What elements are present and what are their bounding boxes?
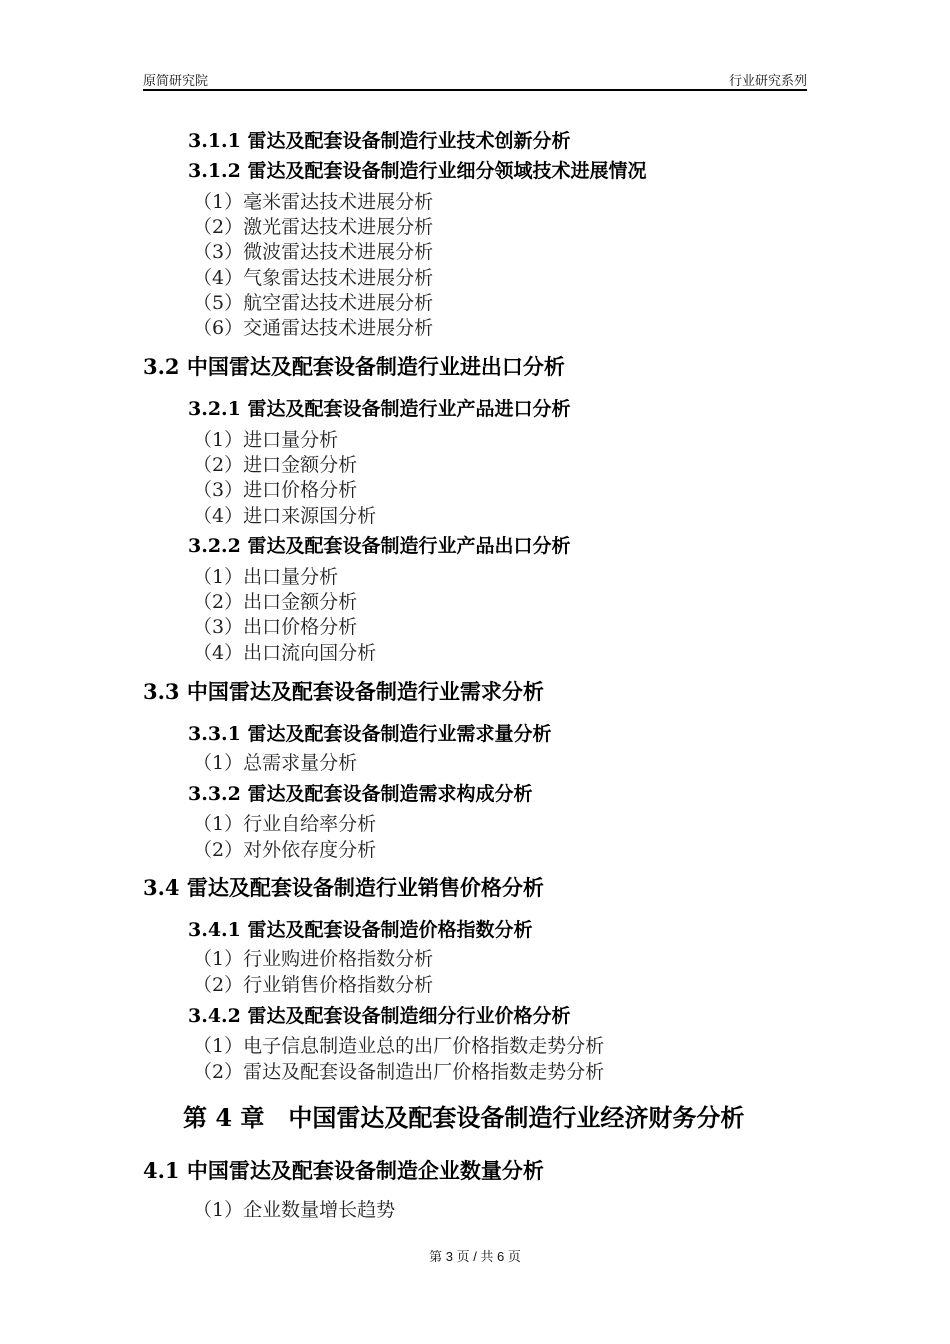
toc-item: （2）行业销售价格指数分析 [193, 974, 434, 996]
chapter-heading: 第 4 章 中国雷达及配套设备制造行业经济财务分析 [183, 1103, 745, 1132]
header-divider [143, 89, 807, 91]
toc-item: （3）出口价格分析 [193, 616, 358, 638]
subsection-heading: 3.4.2 雷达及配套设备制造细分行业价格分析 [188, 1005, 571, 1027]
subsection-heading: 3.1.1 雷达及配套设备制造行业技术创新分析 [188, 130, 571, 152]
header-publisher: 原简研究院 [143, 73, 209, 88]
section-heading: 3.4 雷达及配套设备制造行业销售价格分析 [143, 875, 544, 900]
toc-item: （3）进口价格分析 [193, 479, 358, 501]
toc-item: （1）毫米雷达技术进展分析 [193, 191, 434, 213]
toc-item: （4）进口来源国分析 [193, 505, 377, 527]
subsection-heading: 3.2.2 雷达及配套设备制造行业产品出口分析 [188, 535, 571, 557]
toc-item: （4）出口流向国分析 [193, 642, 377, 664]
subsection-heading: 3.2.1 雷达及配套设备制造行业产品进口分析 [188, 398, 571, 420]
toc-item: （5）航空雷达技术进展分析 [193, 292, 434, 314]
toc-item: （1）行业自给率分析 [193, 813, 377, 835]
toc-item: （2）雷达及配套设备制造出厂价格指数走势分析 [193, 1061, 605, 1083]
toc-item: （2）对外依存度分析 [193, 839, 377, 861]
toc-item: （1）出口量分析 [193, 566, 339, 588]
subsection-heading: 3.4.1 雷达及配套设备制造价格指数分析 [188, 919, 533, 941]
toc-item: （2）激光雷达技术进展分析 [193, 216, 434, 238]
page-footer [0, 1246, 950, 1265]
toc-item: （1）行业购进价格指数分析 [193, 948, 434, 970]
subsection-heading: 3.3.2 雷达及配套设备制造需求构成分析 [188, 783, 533, 805]
toc-item: （4）气象雷达技术进展分析 [193, 267, 434, 289]
subsection-heading: 3.1.2 雷达及配套设备制造行业细分领域技术进展情况 [188, 160, 647, 182]
toc-item: （2）进口金额分析 [193, 454, 358, 476]
toc-item: （1）电子信息制造业总的出厂价格指数走势分析 [193, 1035, 605, 1057]
toc-item: （2）出口金额分析 [193, 591, 358, 613]
section-heading: 3.3 中国雷达及配套设备制造行业需求分析 [143, 679, 544, 704]
toc-item: （1）进口量分析 [193, 429, 339, 451]
page-header [143, 68, 807, 88]
toc-item: （1）企业数量增长趋势 [193, 1199, 396, 1221]
section-heading: 4.1 中国雷达及配套设备制造企业数量分析 [143, 1158, 544, 1183]
page-number: 第 3 页 / 共 6 页 [429, 1249, 521, 1264]
section-heading: 3.2 中国雷达及配套设备制造行业进出口分析 [143, 354, 565, 379]
header-series: 行业研究系列 [728, 73, 807, 88]
toc-item: （1）总需求量分析 [193, 752, 358, 774]
toc-item: （3）微波雷达技术进展分析 [193, 241, 434, 263]
toc-item: （6）交通雷达技术进展分析 [193, 317, 434, 339]
subsection-heading: 3.3.1 雷达及配套设备制造行业需求量分析 [188, 723, 552, 745]
